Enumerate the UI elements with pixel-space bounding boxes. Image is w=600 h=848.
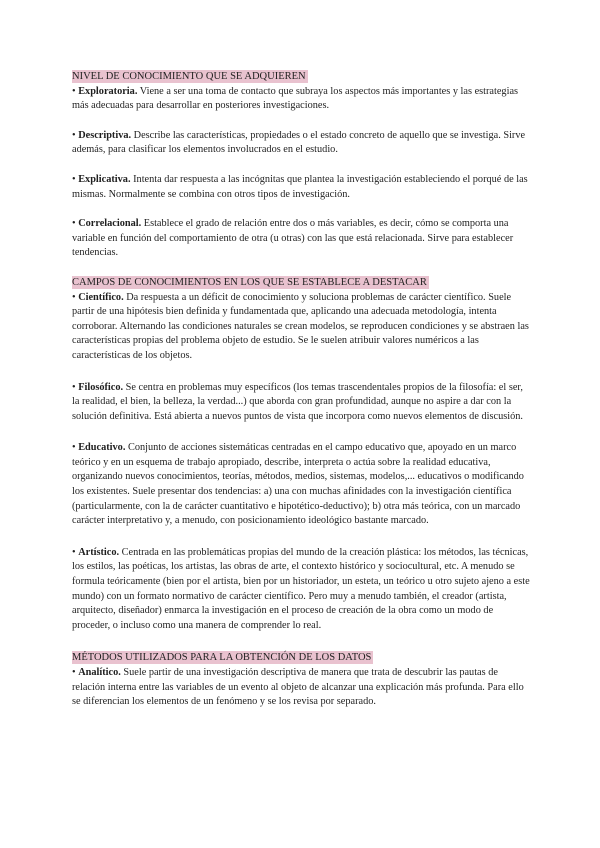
section-heading: MÉTODOS UTILIZADOS PARA LA OBTENCIÓN DE LOS DATOS bbox=[72, 652, 372, 664]
list-item: • Correlacional. Establece el grado de relación entre dos o más variables, es decir, cómo se comporta una variable en función del comportamiento de otra (u otras) con las que está relacionada. Sirve para establecer tendencias. bbox=[72, 218, 514, 259]
list-item: • Científico. Da respuesta a un déficit de conocimiento y soluciona problemas de carácter científico. Suele partir de una hipótesis bien definida y fundamentada que, aplicando una adecuada metodología, intenta corroborar. Alternando las condiciones naturales se crean modelos, se reproducen condiciones y se abstraen las características propias del problema objeto de estudio. Se le suelen atribuir valores numéricos a las características de los objetos. bbox=[72, 291, 529, 361]
item-text: Centrada en las problemáticas propias del mundo de la creación plástica: los métodos, las técnicas, los estilos, las poéticas, los artistas, las obras de arte, el contexto histórico y sociocultural, etc. A menudo se formula teóricamente (bien por el artista, bien por un historiador, un esteta, un teórico u otro sujeto ajeno a este mundo) con un formato normativo de carácter científico. Pero muy a menudo también, el creador (artista, arquitecto, diseñador) enmarca la investigación en el proceso de creación de la obra como un modo de proceder, o incluso como una manera de comprender lo real. bbox=[72, 546, 530, 631]
item-term: Descriptiva. bbox=[78, 129, 132, 141]
item-text: Establece el grado de relación entre dos o más variables, es decir, cómo se comporta una variable en función del comportamiento de otra (u otras) con las que está relacionada. Sirve para establecer tendencias. bbox=[72, 218, 514, 259]
section-heading: CAMPOS DE CONOCIMIENTOS EN LOS QUE SE ESTABLECE A DESTACAR bbox=[72, 276, 427, 288]
item-term: Correlacional. bbox=[78, 218, 142, 230]
item-term: Educativo. bbox=[78, 442, 126, 454]
list-item: • Descriptiva. Describe las características, propiedades o el estado concreto de aquello que se investiga. Sirve además, para clasificar los elementos involucrados en el estudio. bbox=[72, 129, 526, 156]
item-term: Exploratoria. bbox=[78, 85, 138, 97]
item-text: Describe las características, propiedades o el estado concreto de aquello que se investiga. Sirve además, para clasificar los elementos involucrados en el estudio. bbox=[72, 129, 526, 156]
item-text: Conjunto de acciones sistemáticas centradas en el campo educativo que, apoyado en un marco teórico y en un esquema de trabajo apropiado, describe, interpreta o actúa sobre la realidad educativa, organizando nuevos conocimientos, teorías, métodos, medios, sistemas, modelos,... educativos o modificando los existentes. Suele presentar dos tendencias: a) una con muchas afinidades con la investigación científica (particularmente, con la de carácter cuantitativo e hipotético-deductivo); b) otra más teórica, con un marcado carácter interpretativo y, a menudo, con posicionamiento ideológico bastante marcado. bbox=[72, 442, 524, 527]
document-body bbox=[72, 70, 532, 710]
item-text: Suele partir de una investigación descriptiva de manera que trata de descubrir las pautas de relación interna entre las variables de un evento al objeto de alcanzar una explicación más profunda. Para ello se diferencian los elementos de un fenómeno y se los revisa por separado. bbox=[72, 667, 524, 708]
item-term: Científico. bbox=[78, 291, 124, 303]
list-item: • Analítico. Suele partir de una investigación descriptiva de manera que trata de descubrir las pautas de relación interna entre las variables de un evento al objeto de alcanzar una explicación más profunda. Para ello se diferencian los elementos de un fenómeno y se los revisa por separado. bbox=[72, 667, 524, 708]
list-item: • Explicativa. Intenta dar respuesta a las incógnitas que plantea la investigación estableciendo el porqué de las mismas. Normalmente se combina con otros tipos de investigación. bbox=[72, 173, 528, 200]
item-text: Viene a ser una toma de contacto que subraya los aspectos más importantes y las estrategias más adecuadas para desarrollar en posteriores investigaciones. bbox=[72, 85, 519, 112]
item-term: Explicativa. bbox=[78, 173, 131, 185]
section-heading: NIVEL DE CONOCIMIENTO QUE SE ADQUIEREN bbox=[72, 71, 306, 82]
list-item: • Educativo. Conjunto de acciones sistemáticas centradas en el campo educativo que, apoyado en un marco teórico y en un esquema de trabajo apropiado, describe, interpreta o actúa sobre la realidad educativa, organizando nuevos conocimientos, teorías, métodos, medios, sistemas, modelos,... educativos o modificando los existentes. Suele presentar dos tendencias: a) una con muchas afinidades con la investigación científica (particularmente, con la de carácter cuantitativo e hipotético-deductivo); b) otra más teórica, con un marcado carácter interpretativo y, a menudo, con posicionamiento ideológico bastante marcado. bbox=[72, 442, 524, 527]
list-item: • Filosófico. Se centra en problemas muy específicos (los temas trascendentales propios de la filosofía: el ser, la realidad, el bien, la belleza, la verdad...) que aborda con gran profundidad, aunque no aspire a dar con la solución definitiva. Está abierta a nuevos puntos de vista que incorpora como nuevos elementos de discusión. bbox=[72, 381, 523, 422]
item-text: Se centra en problemas muy específicos (los temas trascendentales propios de la filosofía: el ser, la realidad, el bien, la belleza, la verdad...) que aborda con gran profundidad, aunque no aspire a dar con la solución definitiva. Está abierta a nuevos puntos de vista que incorpora como nuevos elementos de discusión. bbox=[72, 381, 523, 422]
item-term: Analítico. bbox=[78, 667, 121, 678]
item-text: Intenta dar respuesta a las incógnitas que plantea la investigación estableciendo el porqué de las mismas. Normalmente se combina con otros tipos de investigación. bbox=[72, 173, 528, 200]
item-term: Filosófico. bbox=[78, 381, 124, 393]
item-text: Da respuesta a un déficit de conocimiento y soluciona problemas de carácter científico. Suele partir de una hipótesis bien definida y fundamentada que, aplicando una adecuada metodología, intenta corroborar. Alternando las condiciones naturales se crean modelos, se reproducen condiciones y se abstraen las características propias del problema objeto de estudio. Se le suelen atribuir valores numéricos a las características de los objetos. bbox=[72, 291, 529, 361]
list-item: • Exploratoria. Viene a ser una toma de contacto que subraya los aspectos más importantes y las estrategias más adecuadas para desarrollar en posteriores investigaciones. bbox=[72, 85, 519, 112]
list-item: • Artístico. Centrada en las problemáticas propias del mundo de la creación plástica: los métodos, las técnicas, los estilos, las poéticas, los artistas, las obras de arte, el contexto histórico y sociocultural, etc. A menudo se formula teóricamente (bien por el artista, bien por un historiador, un esteta, un teórico u otro sujeto ajeno a este mundo) con un formato normativo de carácter científico. Pero muy a menudo también, el creador (artista, arquitecto, diseñador) enmarca la investigación en el proceso de creación de la obra como un modo de proceder, o incluso como una manera de comprender lo real. bbox=[72, 546, 530, 631]
item-term: Artístico. bbox=[78, 546, 120, 558]
